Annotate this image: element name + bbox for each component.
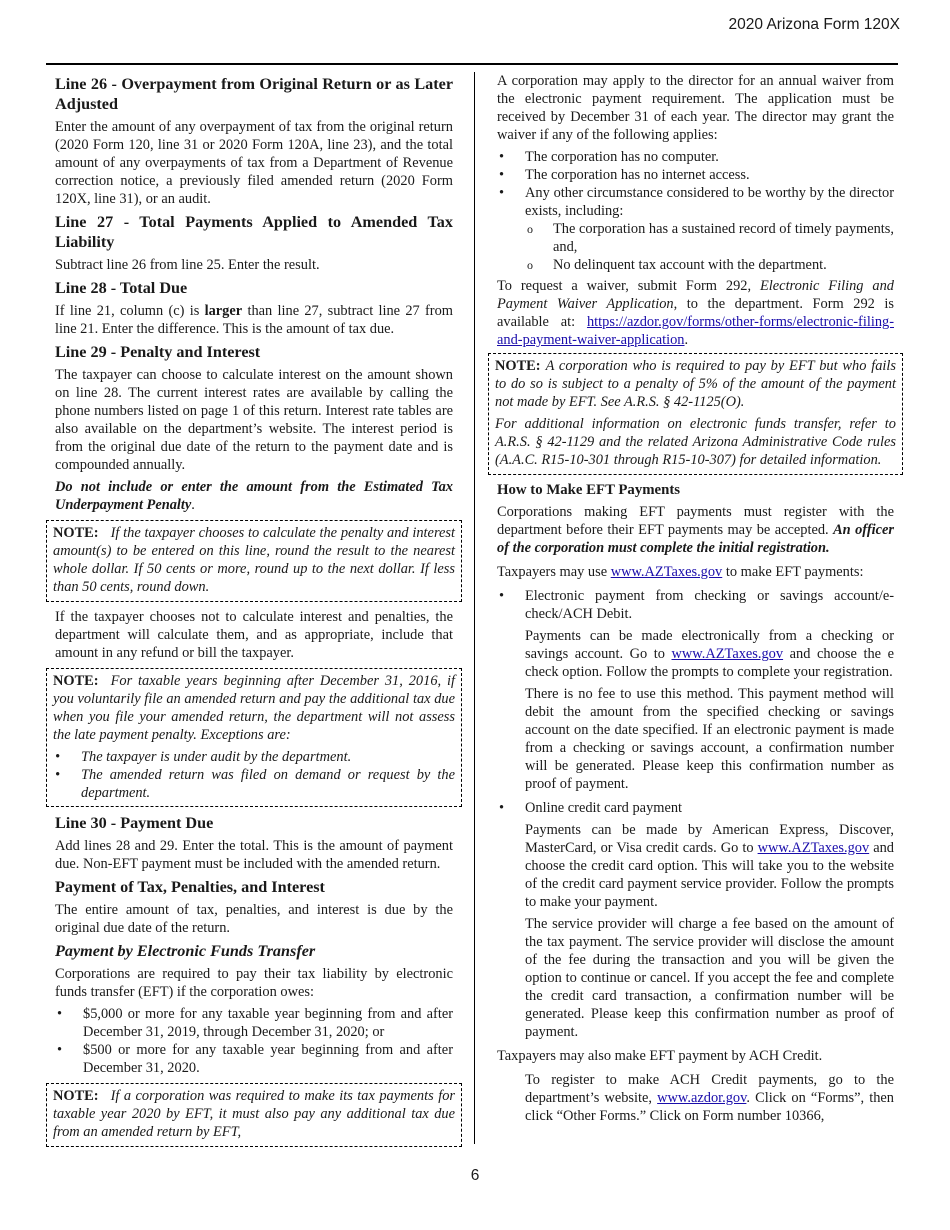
text: than line 27, subtract line 27 from line 21. Enter the difference. This is the amount of tax due. [55, 303, 453, 337]
list-item: • The corporation has no computer. [525, 148, 894, 166]
heading-how-to-eft: How to Make EFT Payments [497, 482, 681, 498]
page-header-title: 2020 Arizona Form 120X [728, 16, 900, 33]
note-text: If a corporation was required to make its tax payments for taxable year 2020 by EFT, it must also pay any additional tax due from an amended return by EFT, [53, 1088, 455, 1140]
aztaxes-link[interactable]: www.AZTaxes.gov [757, 840, 870, 856]
heading-line-30: Line 30 - Payment Due [55, 814, 214, 832]
paragraph-line-29-warning [55, 478, 453, 514]
text: Taxpayers may use [497, 564, 611, 580]
list-item [525, 184, 894, 274]
aztaxes-link[interactable]: www.AZTaxes.gov [671, 646, 784, 662]
list-item: • $5,000 or more for any taxable year beginning from and after December 31, 2019, through December 31, 2020; or [83, 1005, 453, 1041]
left-column [55, 72, 453, 1153]
method-paragraph: The service provider will charge a fee based on the amount of the tax payment. The service provider will disclose the amount of the fee during the transaction and you will be given the option to continue or cancel. If you accept the fee and complete the credit card transaction, a confirmation number will be generated. Please keep this confirmation number as proof of payment. [525, 916, 894, 1040]
note-paragraph-2: For additional information on electronic funds transfer, refer to A.R.S. § 42-1129 and the related Arizona Administrative Code rules (A.A.C. R15-10-301 through R15-10-307) for detailed information. [495, 416, 896, 468]
note-box-eft-amended [46, 1083, 462, 1147]
note-label: NOTE: [53, 525, 99, 541]
text-bold-italic: An officer of the corporation must complete the initial registration. [497, 522, 895, 556]
column-divider [474, 72, 475, 1144]
aztaxes-link[interactable]: www.AZTaxes.gov [610, 564, 723, 580]
note-paragraph [53, 672, 455, 744]
page-number: 6 [470, 1167, 480, 1184]
text-italic: Electronic Filing and Payment Waiver Application [497, 278, 894, 312]
header-rule [46, 63, 898, 65]
method-paragraph [525, 627, 894, 681]
method-title: • Electronic payment from checking or savings account/e-check/ACH Debit. [525, 588, 894, 622]
paragraph-line-29-b: If the taxpayer chooses not to calculate interest and penalties, the department will calculate them, and as appropriate, include that amount in any refund or bill the taxpayer. [55, 609, 453, 661]
method-paragraph [525, 821, 894, 911]
note-paragraph [53, 524, 455, 596]
note-label: NOTE: [53, 673, 99, 689]
note-box-eft-penalty [488, 353, 903, 475]
list-item: • The corporation has no internet access. [525, 166, 894, 184]
note-label: NOTE: [495, 358, 541, 374]
paragraph-line-26: Enter the amount of any overpayment of tax from the original return (2020 Form 120, line 31 or 2020 Form 120A, line 23), and the total amount of any overpayments of tax from a Department of Revenue correction notice, a previously filed amended return (2020 Form 120X, line 31), or an audit. [55, 119, 453, 207]
text: Payments can be made by American Express, Discover, MasterCard, or Visa credit cards. Go to [525, 822, 894, 856]
waiver-application-link[interactable]: https://azdor.gov/forms/other-forms/electronic-filing-and-payment-waiver-application [497, 314, 894, 348]
note-text: A corporation who is required to pay by EFT but who fails to do so is subject to a penalty of 5% of the amount of the payment not made by EFT. See A.R.S. § 42-1125(O). [495, 358, 896, 410]
note-text: If the taxpayer chooses to calculate the penalty and interest amount(s) to be entered on this line, round the result to the nearest whole dollar. If 50 cents or more, round up to the next dollar. If less than 50 cents, round down. [53, 525, 455, 595]
sub-list-item: o The corporation has a sustained record of timely payments, and, [553, 220, 894, 256]
paragraph-line-29: The taxpayer can choose to calculate interest on the amount shown on line 28. The current interest rates are available by calling the phone numbers listed on page 1 of this return. Interest rate tables are also available on the department’s website. The interest period is from the original due date of the return to the payment date and is compounded annually. [55, 367, 453, 473]
eft-methods-list [497, 587, 894, 1041]
paragraph-request-waiver [497, 277, 894, 349]
note-box-rounding [46, 520, 462, 602]
paragraph-waiver: A corporation may apply to the director for an annual waiver from the electronic payment requirement. The application must be received by December 31 of each year. The director may grant the waiver if any of the following applies: [497, 73, 894, 143]
text: and choose the credit card option. This will take you to the website of the credit card payment service provider. Follow the prompts to make your payment. [525, 840, 894, 910]
text: If line 21, column (c) is [55, 303, 205, 319]
paragraph-eft: Corporations are required to pay their tax liability by electronic funds transfer (EFT) if the corporation owes: [55, 966, 453, 1000]
heading-payment-of-tax: Payment of Tax, Penalties, and Interest [55, 878, 325, 896]
paragraph-ach-register [525, 1071, 894, 1125]
text: Payments can be made electronically from a checking or savings account. Go to [525, 628, 894, 662]
paragraph-line-27: Subtract line 26 from line 25. Enter the result. [55, 257, 320, 273]
note-exceptions-list [53, 748, 455, 802]
text: Corporations making EFT payments must register with the department before their EFT payments may be accepted. [497, 504, 894, 538]
eft-threshold-list [55, 1005, 453, 1077]
list-item: • The amended return was filed on demand or request by the department. [81, 766, 455, 802]
list-item-echeck [525, 587, 894, 793]
list-item-text: Any other circumstance considered to be worthy by the director exists, including: [525, 185, 894, 219]
text: , to the department. Form 292 is available at: [497, 296, 895, 330]
heading-eft: Payment by Electronic Funds Transfer [55, 942, 316, 960]
list-item: • $500 or more for any taxable year beginning from and after December 31, 2020. [83, 1041, 453, 1077]
heading-line-29: Line 29 - Penalty and Interest [55, 343, 261, 361]
waiver-conditions-list [497, 148, 894, 274]
azdor-link[interactable]: www.azdor.gov [657, 1090, 747, 1106]
note-box-late-payment [46, 668, 462, 807]
note-label: NOTE: [53, 1088, 99, 1104]
paragraph-line-28 [55, 302, 453, 338]
paragraph-aztaxes [497, 563, 894, 581]
note-paragraph [495, 357, 896, 411]
text: to make EFT payments: [722, 564, 864, 580]
text-bold-italic: Do not include or enter the amount from the Estimated Tax Underpayment Penalty [55, 479, 453, 513]
text: . [684, 332, 689, 348]
list-item-credit-card [525, 799, 894, 1041]
text: and choose the e check option. Follow the prompts to complete your registration. [525, 646, 894, 680]
sub-list [525, 220, 894, 274]
heading-line-28: Line 28 - Total Due [55, 279, 188, 297]
right-column [497, 72, 894, 1129]
text: . Click on “Forms”, then click “Other Forms.” Click on Form number 10366, [525, 1090, 894, 1124]
paragraph-line-30: Add lines 28 and 29. Enter the total. This is the amount of payment due. Non-EFT payment must be included with the amended return. [55, 838, 453, 872]
heading-line-27: Line 27 - Total Payments Applied to Amended Tax Liability [55, 213, 453, 251]
note-text: For taxable years beginning after December 31, 2016, if you voluntarily file an amended return and pay the additional tax due when you file your amended return, the department will not assess the late payment penalty. Exceptions are: [53, 673, 455, 743]
paragraph-ach-credit: Taxpayers may also make EFT payment by ACH Credit. [497, 1048, 823, 1064]
paragraph-payment-of-tax: The entire amount of tax, penalties, and interest is due by the original due date of the return. [55, 902, 453, 936]
text-bold: larger [204, 303, 243, 319]
method-paragraph: There is no fee to use this method. This payment method will debit the amount from the specified checking or savings account on the date specified. If an electronic payment is made from a checking or savings account, a confirmation number will be generated. Please keep this confirmation number as proof of payment. [525, 686, 894, 792]
sub-list-item: o No delinquent tax account with the department. [553, 256, 894, 274]
paragraph-eft-register [497, 503, 894, 557]
text: . [191, 497, 195, 513]
list-item: • The taxpayer is under audit by the department. [81, 748, 455, 766]
text: To request a waiver, submit Form 292, [497, 278, 760, 294]
text: To register to make ACH Credit payments, go to the department’s website, [525, 1072, 894, 1106]
note-paragraph [53, 1087, 455, 1141]
method-title: • Online credit card payment [525, 800, 683, 816]
heading-line-26: Line 26 - Overpayment from Original Return or as Later Adjusted [55, 75, 453, 113]
